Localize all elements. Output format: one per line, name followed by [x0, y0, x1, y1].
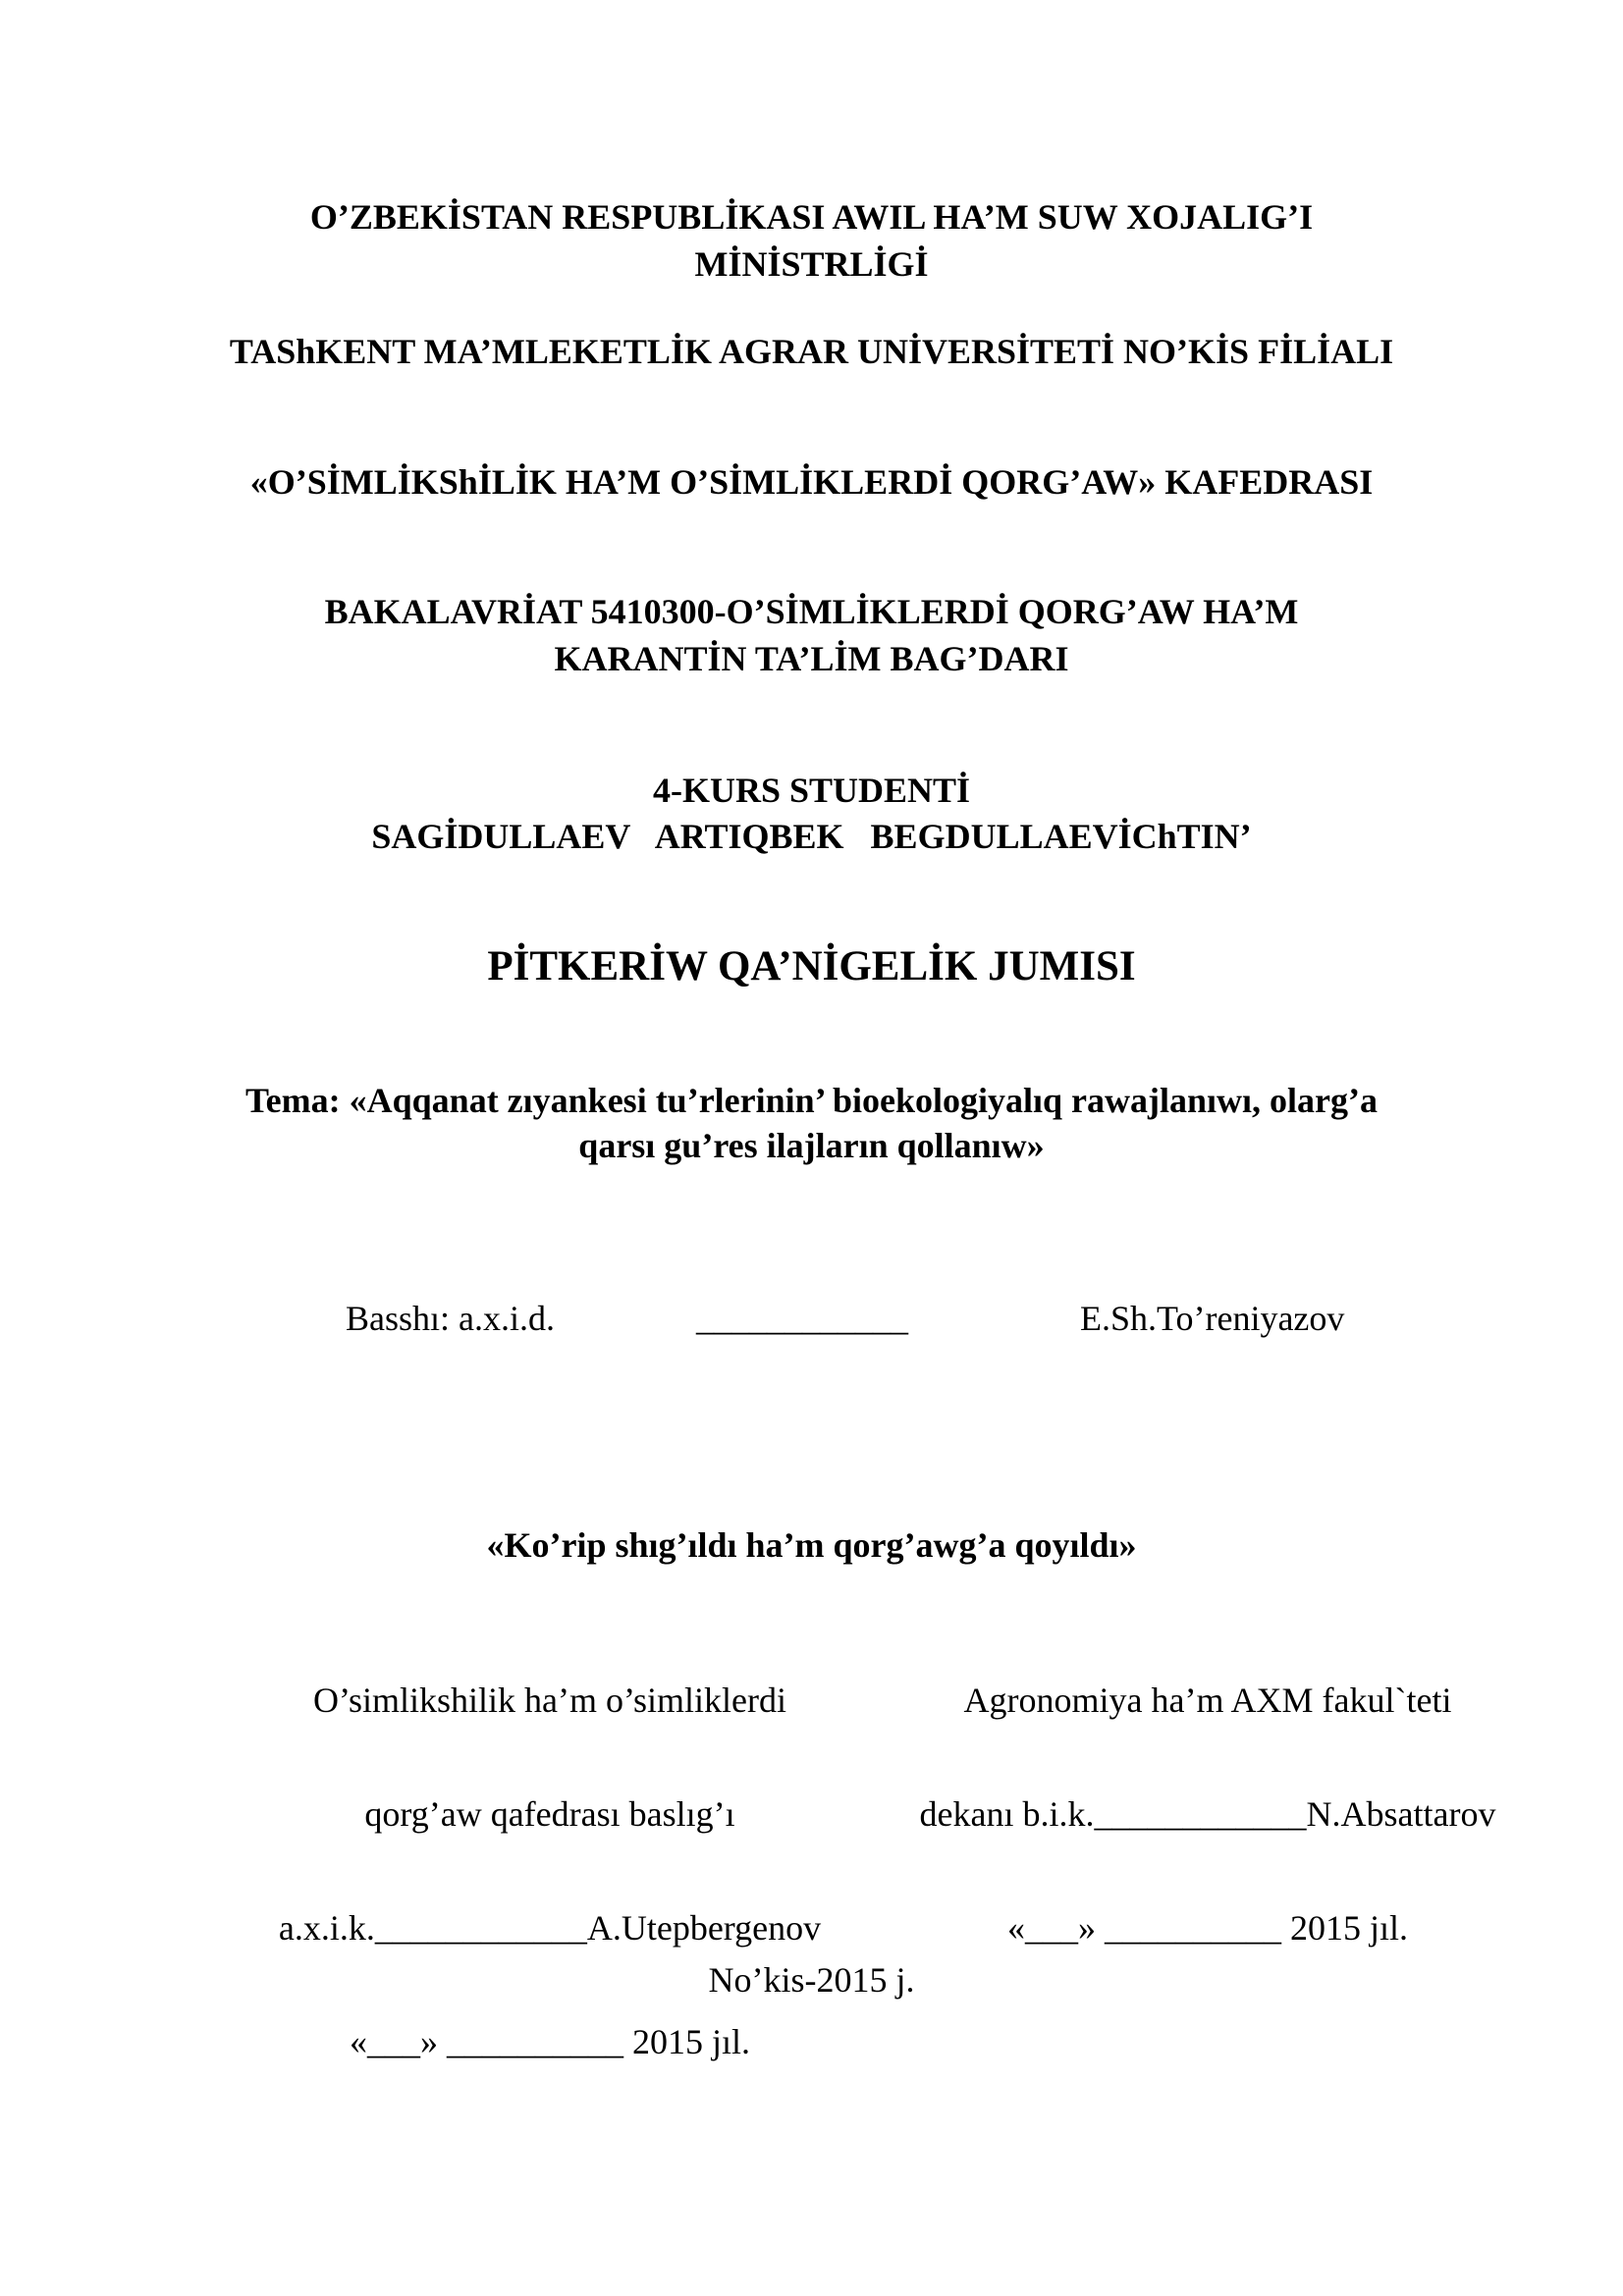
topic-line-1: Tema: «Aqqanat zıyankesi tu’rlerinin’ bioekologiyalıq rawajlanıwı, olarg’a	[244, 1081, 1379, 1120]
department-name: «O’SİMLİKShİLİK HA’M O’SİMLİKLERDİ QORG’AW» KAFEDRASI	[249, 462, 1374, 502]
approval-right-line-1: Agronomiya ha’m AXM fakul`teti	[963, 1681, 1452, 1720]
ministry-line-2: MİNİSTRLİGİ	[694, 244, 929, 284]
topic-line-2: qarsı gu’res ilajların qollanıw»	[578, 1126, 1045, 1165]
place-and-year: No’kis-2015 j.	[708, 1960, 915, 2000]
supervisor-signature-line: ____________	[696, 1299, 908, 1338]
student-name: SAGİDULLAEV ARTIQBEK BEGDULLAEVİChTIN’	[371, 817, 1252, 856]
approval-right-line-3: «___» __________ 2015 jıl.	[1006, 1908, 1408, 1948]
supervisor-name: E.Sh.To’reniyazov	[1080, 1299, 1345, 1338]
university-name: TAShKENT MA’MLEKETLİK AGRAR UNİVERSİTETİ NO’KİS FİLİALI	[229, 332, 1394, 371]
student-course: 4-KURS STUDENTİ	[652, 771, 971, 810]
approval-left-line-3: a.x.i.k.____________A.Utepbergenov	[278, 1908, 822, 1948]
document-title: PİTKERİW QA’NİGELİK JUMISI	[487, 943, 1136, 989]
program-line-1: BAKALAVRİAT 5410300-O’SİMLİKLERDİ QORG’AW HA’M	[324, 592, 1299, 631]
program-line-2: KARANTİN TA’LİM BAG’DARI	[554, 639, 1069, 678]
approval-right-line-2: dekanı b.i.k.____________N.Absattarov	[919, 1794, 1496, 1834]
supervisor-label: Basshı: a.x.i.d.	[346, 1299, 555, 1338]
approval-heading: «Ko’rip shıg’ıldı ha’m qorg’awg’a qoyıldı»	[486, 1525, 1137, 1565]
approval-left-line-1: O’simlikshilik ha’m o’simliklerdi	[313, 1681, 786, 1720]
ministry-line-1: O’ZBEKİSTAN RESPUBLİKASI AWIL HA’M SUW XOJALIG’I	[309, 197, 1314, 237]
approval-left-line-2: qorg’aw qafedrası baslıg’ı	[364, 1794, 735, 1834]
approval-left-block	[206, 1612, 893, 2138]
approval-left-line-4: «___» __________ 2015 jıl.	[349, 2022, 750, 2061]
